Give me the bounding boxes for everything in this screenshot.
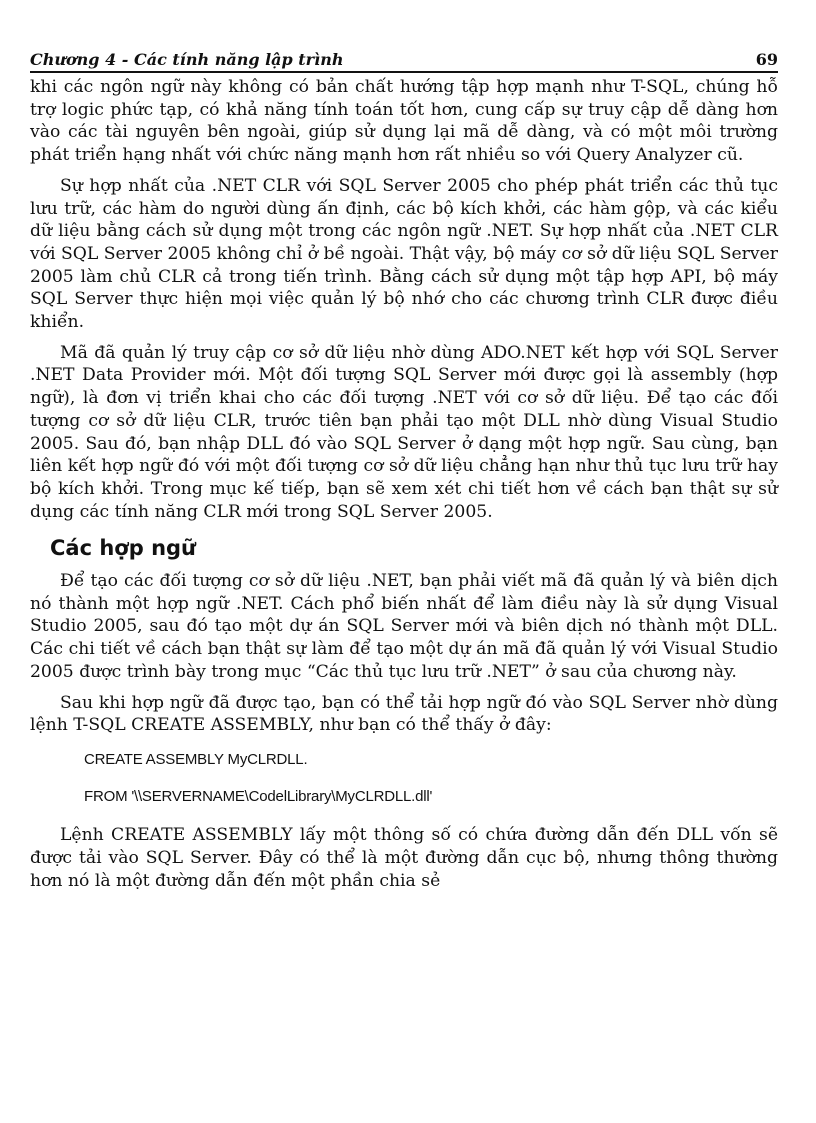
page-header <box>30 50 778 73</box>
paragraph: Lệnh CREATE ASSEMBLY lấy một thông số có chứa đường dẫn đến DLL vốn sẽ được tải vào SQL Server. Đây có thể là một đường dẫn cục bộ, nhưng thông thường hơn nó là một đường dẫn đến một phần chia sẻ <box>30 825 778 891</box>
paragraph: Mã đã quản lý truy cập cơ sở dữ liệu nhờ dùng ADO.NET kết hợp với SQL Server .NET Data Provider mới. Một đối tượng SQL Server mới được gọi là assembly (hợp ngữ), là đơn vị triển khai cho các đối tượng .NET với cơ sở dữ liệu. Để tạo các đối tượng cơ sở dữ liệu CLR, trước tiên bạn phải tạo một DLL nhờ dùng Visual Studio 2005. Sau đó, bạn nhập DLL đó vào SQL Server ở dạng một hợp ngữ. Sau cùng, bạn liên kết hợp ngữ đó với một đối tượng cơ sở dữ liệu chẳng hạn như thủ tục lưu trữ hay bộ kích khởi. Trong mục kế tiếp, bạn sẽ xem xét chi tiết hơn về cách bạn thật sự sử dụng các tính năng CLR mới trong SQL Server 2005. <box>30 342 778 522</box>
page-body <box>30 76 778 901</box>
paragraph: Sự hợp nhất của .NET CLR với SQL Server 2005 cho phép phát triển các thủ tục lưu trữ, các hàm do người dùng ấn định, các bộ kích khởi, các hàm gộp, và các kiểu dữ liệu bằng cách sử dụng một trong các ngôn ngữ .NET. Sự hợp nhất của .NET CLR với SQL Server 2005 không chỉ ở bề ngoài. Thật vậy, bộ máy cơ sở dữ liệu SQL Server 2005 làm chủ CLR cả trong tiến trình. Bằng cách sử dụng một tập hợp API, bộ máy SQL Server thực hiện mọi việc quản lý bộ nhớ cho các chương trình CLR được điều khiển. <box>30 175 778 333</box>
paragraph: Để tạo các đối tượng cơ sở dữ liệu .NET, bạn phải viết mã đã quản lý và biên dịch nó thành một hợp ngữ .NET. Cách phổ biến nhất để làm điều này là sử dụng Visual Studio 2005, sau đó tạo một dự án SQL Server mới và biên dịch nó thành một DLL. Các chi tiết về cách bạn thật sự làm để tạo một dự án mã đã quản lý với Visual Studio 2005 được trình bày trong mục “Các thủ tục lưu trữ .NET” ở sau của chương này. <box>30 571 778 682</box>
section-heading: Các hợp ngữ <box>50 536 196 561</box>
code-block <box>84 749 778 808</box>
code-line: CREATE ASSEMBLY MyCLRDLL. <box>84 750 308 768</box>
chapter-title: Chương 4 - Các tính năng lập trình <box>30 50 344 69</box>
code-line: FROM '\\SERVERNAME\CodelLibrary\MyCLRDLL.dll' <box>84 787 433 805</box>
paragraph: Sau khi hợp ngữ đã được tạo, bạn có thể tải hợp ngữ đó vào SQL Server nhờ dùng lệnh T-SQL CREATE ASSEMBLY, như bạn có thể thấy ở đây: <box>30 692 778 736</box>
paragraph: khi các ngôn ngữ này không có bản chất hướng tập hợp mạnh như T-SQL, chúng hỗ trợ logic phức tạp, có khả năng tính toán tốt hơn, cung cấp sự truy cập dễ dàng hơn vào các tài nguyên bên ngoài, giúp sử dụng lại mã dễ dàng, và có một môi trường phát triển hạng nhất với chức năng mạnh hơn rất nhiều so với Query Analyzer cũ. <box>30 77 778 166</box>
page-number: 69 <box>755 50 778 69</box>
